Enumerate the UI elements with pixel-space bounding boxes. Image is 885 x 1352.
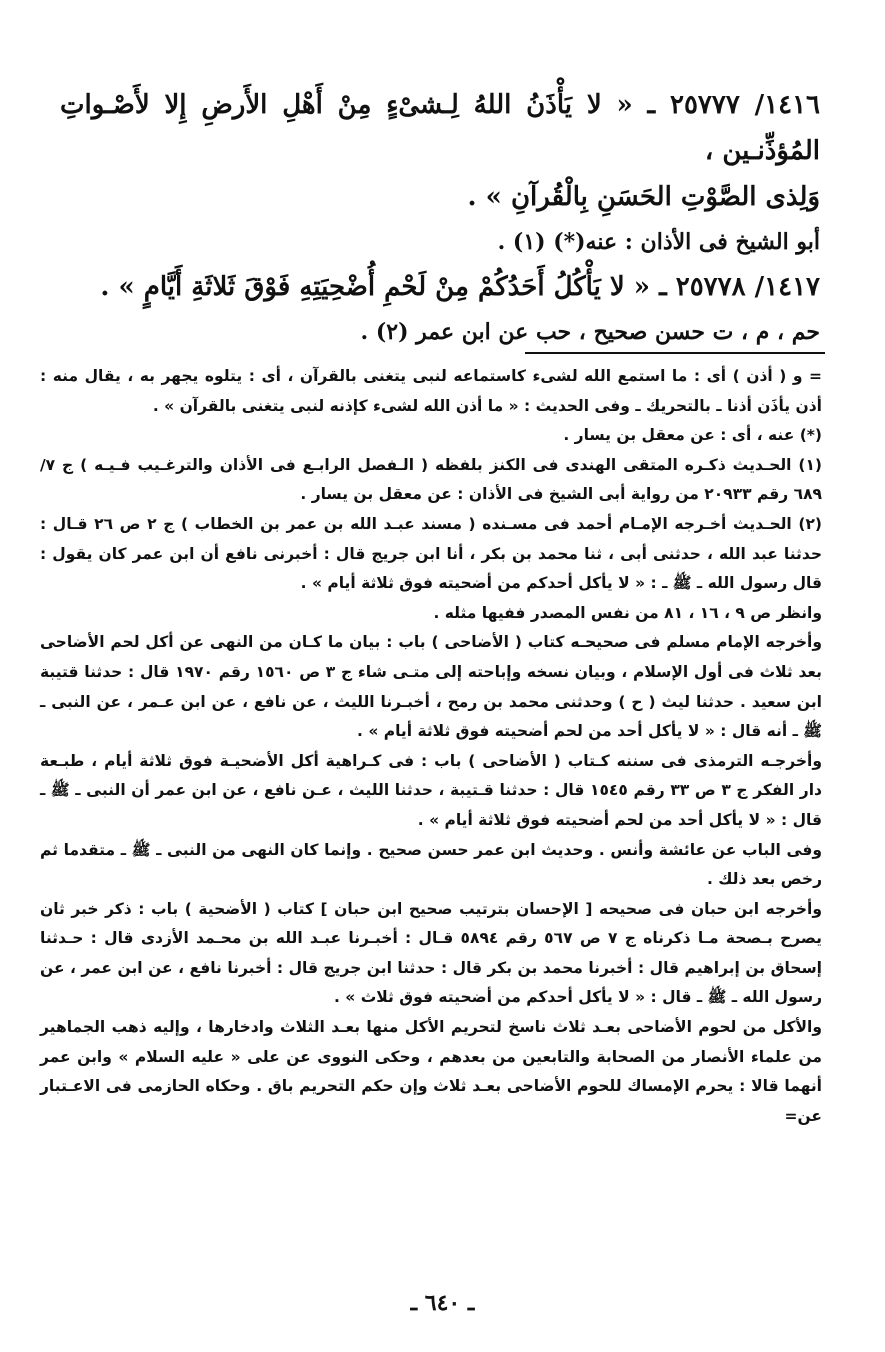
- footnote-2: (٢) الحـديث أخـرجه الإمـام أحمد فى مسـنده ( مسند عبـد الله بن عمر بن الخطاب ) ج ٢ ص ٢٦ قـال : حدثنا عبد الله ، حدثنى أبى ، ثنا محمد بن بكر ، أنا ابن جريج قال : أخبرنى نافع أن ابن عمر كان يقول : قال رسول الله ـ ﷺ ـ : « لا يأكل أحدكم من أضحيته فوق ثلاثة أيام » .: [40, 514, 822, 593]
- main-hadith-text: [60, 82, 820, 354]
- footnote-2-muslim: وأخرجه الإمام مسلم فى صحيحـه كتاب ( الأضاحى ) باب : بيان ما كـان من النهى عن أكل لحم الأضاحى بعد ثلاث فى أول الإسلام ، وبيان نسخه وإباحته إلى متـى شاء ج ٣ ص ١٥٦٠ رقم ١٩٧٠ قال : حدثنا قتيبة ابن سعيد . حدثنا ليث ( ح ) وحدثنى محمد بن رمح ، أخبـرنا الليث ، عن نافع ، عن ابن عـمر ، عن النبى ـ ﷺ ـ أنه قال : « لا يأكل أحد من لحم أضحيته فوق ثلاثة أيام » .: [40, 633, 822, 741]
- footnote-1: (١) الحـديث ذكـره المتقى الهندى فى الكنز بلفظه ( الـفصل الرابـع فى الأذان والترغـيب فـيـه ) ج ٧/ ٦٨٩ رقم ٢٠٩٣٣ من رواية أبى الشيخ فى الأذان : عن معقل بن يسار .: [40, 455, 822, 504]
- footnote-continuation: = و ( أذن ) أى : ما استمع الله لشىء كاستماعه لنبى يتغنى بالقرآن ، أى : يتلوه يجهر به ، يقال منه : أذن يأذَن أذنا ـ بالتحريك ـ وفى الحديث : « ما أذن الله لشىء كإذنه لنبى يتغنى بالقرآن » .: [40, 367, 822, 415]
- footnote-2-tirmidhi: وأخرجـه الترمذى فى سننه كـتاب ( الأضاحى ) باب : فى كـراهية أكل الأضحيـة فوق ثلاثة أيام ، طبـعة دار الفكر ج ٣ ص ٣٣ رقم ١٥٤٥ قال : حدثنا قـتيبة ، حدثنا الليث ، عـن نافع ، عن ابن عمر أن النبى ـ ﷺ ـ قال : « لا يأكل أحد من لحم أضحيته فوق ثلاثة أيام » .: [40, 751, 822, 829]
- hadith-1417: ١٤١٧/ ٢٥٧٧٨ ـ « لا يَأْكُلُ أَحَدُكُمْ مِنْ لَحْمِ أُضْحِيَتِهِ فَوْقَ ثَلاثَةِ أَيَّامٍ » .: [100, 272, 820, 302]
- footnote-2-see-also: وانظر ص ٩ ، ١٦ ، ٨١ من نفس المصدر ففيها مثله .: [433, 603, 822, 622]
- hadith-1416-line-1: ١٤١٦/ ٢٥٧٧٧ ـ « لا يَأْذَنُ اللهُ لِـشىْءٍ مِنْ أَهْلِ الأَرضِ إِلا لأَصْـواتِ المُؤذِّنـين ،: [60, 90, 820, 166]
- footnote-2-ibn-hibban: وأخرجه ابن حبان فى صحيحه [ الإحسان بترتيب صحيح ابن حبان ] كتاب ( الأضحية ) باب : ذكر خبر ثان يصرح بـصحة مـا ذكرناه ج ٧ ص ٥٦٧ رقم ٥٨٩٤ قـال : أخبـرنا عبـد الله بن محـمد الأزدى قال : حـدثنا إسحاق بن إبراهيم قال : أخبرنا محمد بن بكر قال : حدثنا ابن جريج قال : أخبرنا نافع ، عن ابن عمر ، عن رسول الله ـ ﷺ ـ قال : « لا يأكل أحدكم من أضحيته فوق ثلاث » .: [40, 899, 822, 1007]
- page-number: ـ ٦٤٠ ـ: [410, 1290, 475, 1316]
- hadith-1416-source: أبو الشيخ فى الأذان : عنه(*) (١) .: [497, 229, 820, 255]
- footnote-star: (*) عنه ، أى : عن معقل بن يسار .: [563, 426, 822, 445]
- footnote-separator: [525, 352, 825, 354]
- hadith-1416-line-2: وَلِذى الصَّوْتِ الحَسَنِ بِالْقُرآنِ » .: [467, 182, 820, 212]
- footnotes: [40, 362, 822, 1131]
- hadith-1417-source: حم ، م ، ت حسن صحيح ، حب عن ابن عمر (٢) .: [360, 319, 820, 345]
- footnote-2-tirmidhi-note: وفى الباب عن عائشة وأنس . وحديث ابن عمر حسن صحيح . وإنما كان النهى من النبى ـ ﷺ ـ متقدما ثم رخص بعد ذلك .: [40, 840, 822, 889]
- footnote-2-abrogation: والأكل من لحوم الأضاحى بعـد ثلاث ناسخ لتحريم الأكل منها بعـد الثلاث وادخارها ، وإليه ذهب الجماهير من علماء الأنصار من الصحابة والتابعين من بعدهم ، وحكى النووى عن على « عليه السلام » وابن عمر أنهما قالا : يحرم الإمساك للحوم الأضاحى بعـد ثلاث وإن حكم التحريم باق . وحكاه الحازمى فى الاعـتبار عن=: [40, 1018, 822, 1125]
